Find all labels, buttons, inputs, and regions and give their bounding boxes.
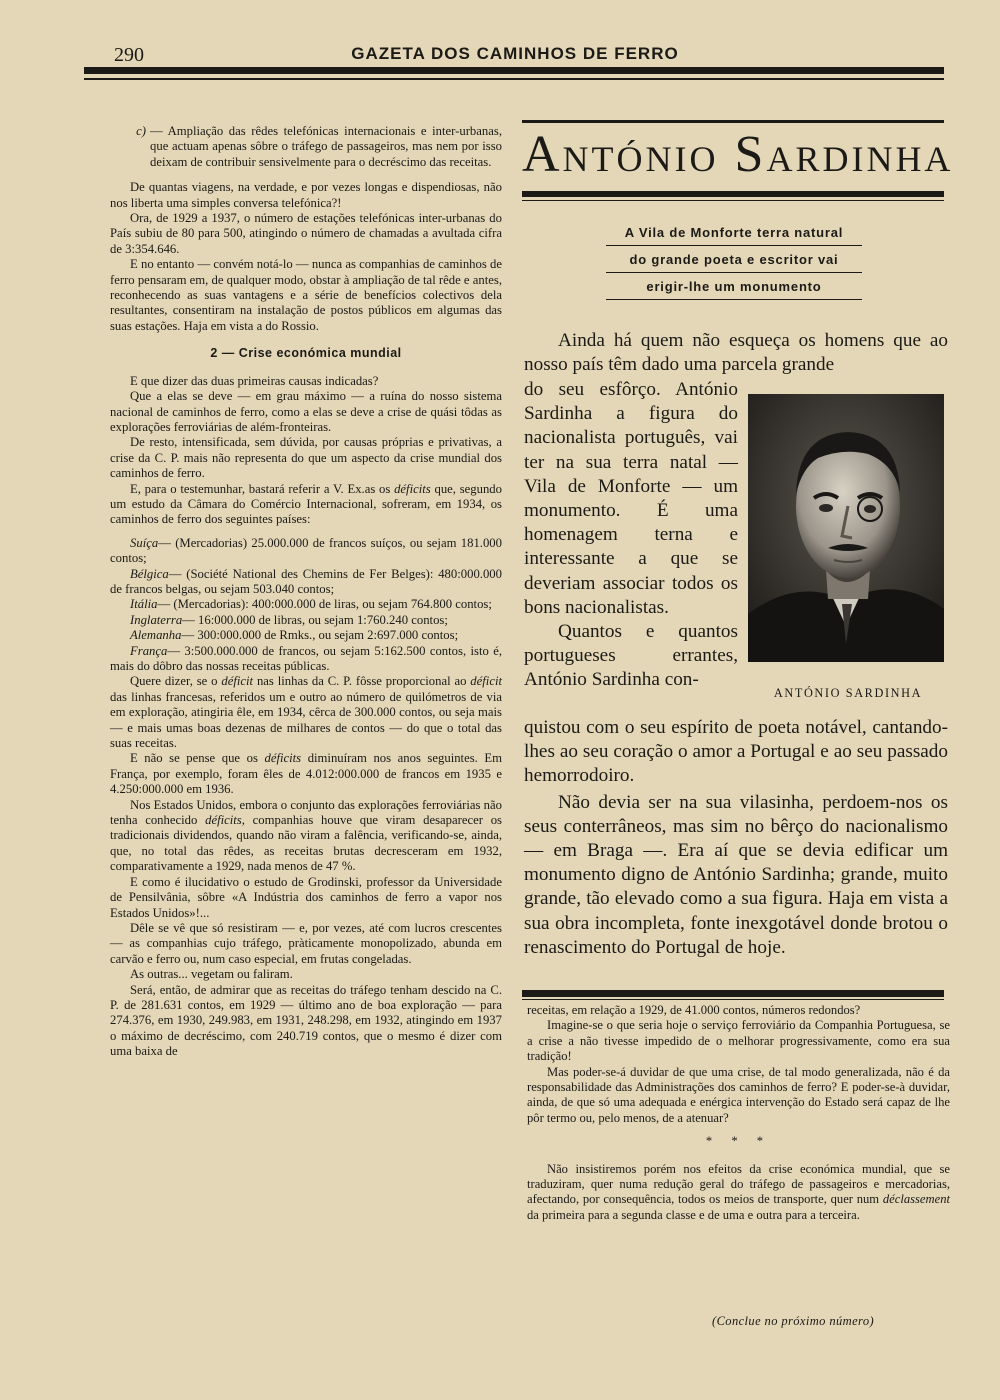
paragraph: Quantos e quantos portugueses errantes, António Sardinha con- bbox=[524, 621, 738, 691]
paragraph: Será, então, de admirar que as receitas do tráfego tenham descido na C. P. de 281.631 contos, em 1929 — último ano de boa exploração — para 274.376, em 1930, 249.983, em 1931, 248.298, em 1932, atingindo em 1937 o máximo de decréscimo, com 240.719 contos, que o mesmo é dizer com uma baixa de bbox=[110, 982, 502, 1059]
paragraph: quistou com o seu espírito de poeta notável, cantando-lhes ao seu coração o amor a Portugal e ao seu passado hemorrodoiro. bbox=[524, 717, 948, 787]
country-text: — (Société National des Chemins de Fer Belges): 480:000.000 de francos belgas, ou sejam 503.040 contos; bbox=[110, 566, 502, 596]
country-name: França bbox=[130, 643, 168, 658]
italic-term: déficit bbox=[470, 674, 503, 689]
article-rule-thick bbox=[522, 191, 944, 197]
country-name: Inglaterra bbox=[130, 612, 183, 627]
subtitle-rule bbox=[606, 272, 862, 273]
italic-term: déficits bbox=[394, 481, 431, 496]
paragraph: receitas, em relação a 1929, de 41.000 contos, números redondos? bbox=[527, 1003, 861, 1017]
subtitle-line: erigir-lhe um monumento bbox=[646, 279, 822, 294]
country-name: Alemanha bbox=[130, 628, 182, 643]
page-number: 290 bbox=[114, 44, 144, 66]
paragraph: Mas poder-se-á duvidar de que uma crise, de tal modo generalizada, não é da responsabilidade das Administrações dos caminhos de ferro? E poder-se-à duvidar, ainda, de que só uma adequada e enérgica intervenção do Estado será capaz de lhe pôr termo ou, pelo menos, de a atenuar? bbox=[527, 1064, 950, 1125]
paragraph: E como é ilucidativo o estudo de Grodinski, professor da Universidade de Pensilvânia, sôbre «A Indústria dos caminhos de ferro a vapor nos Estados Unidos»!... bbox=[110, 874, 502, 920]
text-run: Não insistiremos porém nos efeitos da crise económica mundial, que se traduziram, quer numa redução geral do tráfego de passageiros e mercadorias, afectando, por consequência, todos os meios de transporte, quer num bbox=[527, 1161, 950, 1207]
article-body-beside-photo bbox=[524, 378, 738, 693]
country-text: — (Mercadorias) 25.000.000 de francos suíços, ou sejam 181.000 contos; bbox=[110, 535, 502, 566]
italic-term: déficits bbox=[264, 751, 302, 766]
paragraph: Não devia ser na sua vilasinha, perdoem-nos os seus conterrâneos, mas sim no bêrço do nacionalismo — em Braga —. Era aí que se devia edificar um monumento digno de António Sardinha; grande, muito grande, tão elevado como a sua figura. Haja em vista a sua obra incompleta, fonte inexgotável donde brotou o renascimento do Portugal de hoje. bbox=[524, 791, 948, 958]
text-run: nas linhas da C. P. fôsse proporcional ao bbox=[256, 674, 467, 689]
text-run: que, segundo um estudo da Câmara do Comércio Internacional, sofreram, em 1934, os caminhos de ferro dos seguintes países: bbox=[110, 481, 502, 527]
article-body-continued bbox=[524, 716, 948, 960]
italic-term: déficit bbox=[221, 674, 254, 689]
continued-note: (Conclue no próximo número) bbox=[712, 1314, 875, 1328]
paragraph: Que a elas se deve — em grau máximo — a ruína do nosso sistema nacional de caminhos de ferro, como a elas se deve a crise de quási tôdas as explorações ferroviárias de além-fronteiras. bbox=[110, 389, 502, 434]
paragraph: Imagine-se o que seria hoje o serviço ferroviário da Companhia Portuguesa, se a crise a não tivesse impedido de o melhorar progressivamente, como era sua tradição! bbox=[527, 1018, 950, 1064]
paragraph bbox=[110, 674, 502, 751]
portrait-image bbox=[748, 394, 944, 662]
country-name: Suíça bbox=[130, 535, 159, 550]
left-column bbox=[110, 124, 502, 1060]
journal-title: GAZETA DOS CAMINHOS DE FERRO bbox=[351, 44, 679, 63]
paragraph: Ainda há quem não esqueça os homens que ao nosso país têm dado uma parcela grande bbox=[524, 330, 948, 376]
article-title: António Sardinha bbox=[522, 126, 954, 183]
subtitle-line: A Vila de Monforte terra natural bbox=[624, 225, 844, 240]
paragraph: De resto, intensificada, sem dúvida, por causas próprias e privativas, a crise da C. P. mais não representa do que um aspecto da crise mundial dos caminhos de ferro. bbox=[110, 435, 502, 481]
paragraph: Ora, de 1929 a 1937, o número de estações telefónicas inter-urbanas do País subiu de 80 para 500, atingindo o número de chamadas a avultada cifra de 3:354.646. bbox=[110, 211, 502, 256]
text-run: das linhas francesas, referidos um e outro ao número de quilómetros de via em exploração, atingiria êle, em 1934, cêrca de 300.000 contos, ou seja mais — e mais umas boas dezenas de milhares de contos — do que o total das suas receitas. bbox=[110, 689, 502, 751]
country-entry bbox=[110, 628, 502, 643]
paragraph bbox=[110, 482, 502, 528]
item-c bbox=[110, 124, 502, 170]
paragraph: do seu esfôrço. António Sardinha a figura do nacionalista português, vai ter na sua terra natal — Vila de Monforte — um monumento. É uma homenagem terna e interessante a que se deveriam associar todos os bons nacionalistas. bbox=[524, 379, 738, 618]
text-run: da primeira para a segunda classe e de uma e outra para a terceira. bbox=[527, 1207, 860, 1222]
paragraph: Dêle se vê que só resistiram — e, por vezes, até com lucros crescentes — as companhias cujo tráfego, pràticamente monopolizado, abunda em carvão e ferro ou, num caso especial, em frutas congeladas. bbox=[110, 920, 502, 966]
country-entry bbox=[110, 644, 502, 675]
paragraph: As outras... vegetam ou faliram. bbox=[130, 967, 293, 982]
country-entry bbox=[110, 613, 502, 628]
item-c-label: c) bbox=[136, 124, 146, 138]
article-rule-top bbox=[522, 120, 944, 123]
paragraph bbox=[110, 751, 502, 797]
country-text: — 3:500.000.000 de francos, ou sejam 5:162.500 contos, isto é, mais do dôbro das nossas receitas públicas. bbox=[110, 643, 502, 673]
paragraph: E que dizer das duas primeiras causas indicadas? bbox=[130, 373, 379, 388]
country-text: — (Mercadorias): 400:000.000 de liras, ou sejam 764.800 contos; bbox=[157, 597, 492, 612]
article-end-rule-thin bbox=[522, 999, 944, 1000]
paragraph: De quantas viagens, na verdade, e por vezes longas e dispendiosas, não nos liberta uma simples conversa telefónica?! bbox=[110, 180, 502, 210]
photo-caption: ANTÓNIO SARDINHA bbox=[773, 686, 923, 700]
section-separator: * * * bbox=[705, 1134, 772, 1149]
text-run: companhias houve que viram desaparecer os tradicionais dividendos, quando não viram a falência, verificando-se, ainda, que, no total das rêdes, as receitas brutas decresceram em 1932, comparativamente a 1929, nada menos de 47 %. bbox=[110, 813, 502, 874]
country-name: Itália bbox=[130, 597, 158, 612]
country-text: — 16:000.000 de libras, ou sejam 1:760.240 contos; bbox=[182, 612, 448, 627]
header-rule-thick bbox=[84, 67, 944, 74]
text-run: Nos Estados Unidos, embora o conjunto das explorações ferroviárias não tenha conhecido bbox=[110, 797, 502, 828]
country-entry bbox=[110, 597, 502, 612]
italic-term: déclassement bbox=[882, 1192, 950, 1207]
paragraph: E no entanto — convém notá-lo — nunca as companhias de caminhos de ferro pensaram em, de qualquer modo, obstar à ampliação de tal rêde e antes, reconhecendo as suas vantagens e a série de benefícios colectivos dela resultantes, consentiram na instalação de postos públicos em algumas das suas estações. Haja em vista a do Rossio. bbox=[110, 257, 502, 333]
text-run: diminuíram nos anos seguintes. Em França, por exemplo, foram êles de 4.012:000.000 de francos em 1935 e 4.250:000.000 em 1936. bbox=[110, 751, 502, 797]
article-rule-thin bbox=[522, 200, 944, 201]
article-end-rule-thick bbox=[522, 990, 944, 997]
continuation-text bbox=[527, 1003, 950, 1223]
article-body-intro bbox=[524, 329, 948, 377]
subtitle-rule bbox=[606, 245, 862, 246]
country-text: — 300:000.000 de Rmks., ou sejam 2:697.000 contos; bbox=[181, 628, 459, 643]
portrait-photo bbox=[748, 394, 944, 662]
subtitle-rule bbox=[606, 299, 862, 300]
text-run: E, para o testemunhar, bastará referir a V. Ex.as os bbox=[130, 481, 391, 496]
text-run: Quere dizer, se o bbox=[130, 674, 218, 689]
item-c-text: — Ampliação das rêdes telefónicas internacionais e inter-urbanas, que actuam apenas sôbre o tráfego de passageiros, mas nem por isso deixam de contribuir sensivelmente para o decréscimo das receitas. bbox=[150, 124, 502, 169]
section-heading: 2 — Crise económica mundial bbox=[210, 346, 402, 361]
subtitle-line: do grande poeta e escritor vai bbox=[629, 252, 839, 267]
country-entry bbox=[110, 567, 502, 598]
italic-term: déficits, bbox=[205, 813, 245, 828]
paragraph bbox=[527, 1162, 950, 1224]
paragraph bbox=[110, 798, 502, 875]
text-run: E não se pense que os bbox=[130, 751, 258, 766]
country-entry bbox=[110, 536, 502, 567]
header-rule-thin bbox=[84, 78, 944, 80]
country-name: Bélgica bbox=[130, 566, 169, 581]
